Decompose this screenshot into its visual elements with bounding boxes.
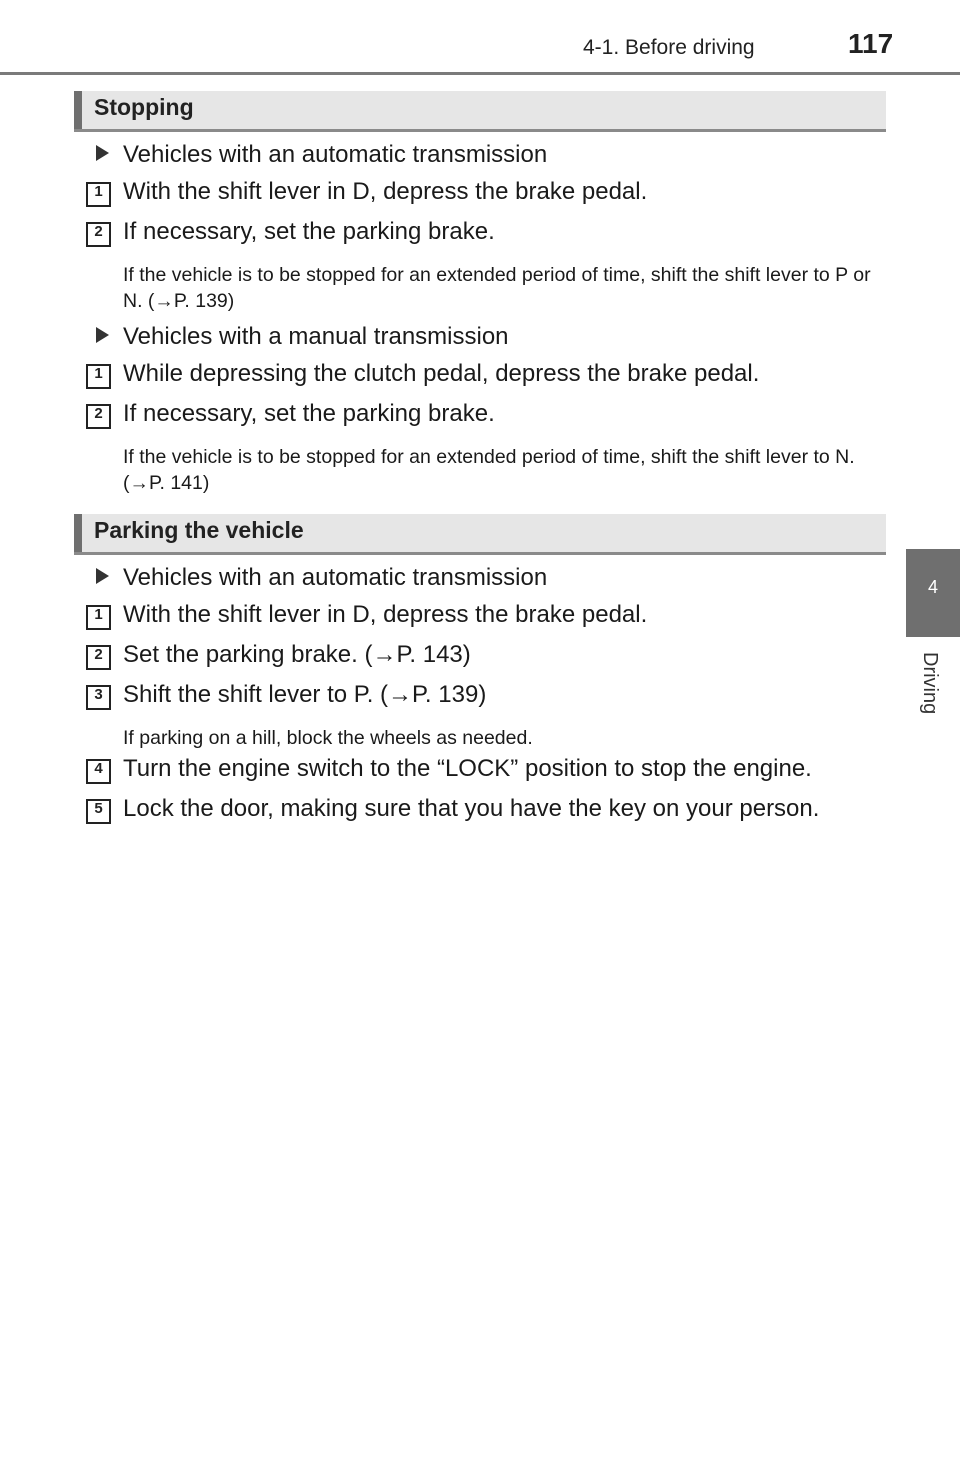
page-number: 117 [848,28,894,59]
step-text: With the shift lever in D, depress the brake pedal. [123,178,648,205]
chapter-tab-number: 4 [927,577,938,597]
step-number: 2 [94,223,103,240]
step-text: While depressing the clutch pedal, depress the brake pedal. [123,360,760,387]
step-text: Lock the door, making sure that you have the key on your person. [123,795,820,822]
step-number: 3 [94,686,103,703]
note-stopping-manual: If the vehicle is to be stopped for an extended period of time, shift the shift lever to N. (→P. 141) [123,446,855,494]
step-number: 2 [94,405,103,422]
step-number: 1 [94,365,103,382]
step-text: Turn the engine switch to the “LOCK” position to stop the engine. [123,755,812,782]
subheading-text: Vehicles with an automatic transmission [123,564,548,591]
note-parking: If parking on a hill, block the wheels as needed. [123,727,533,749]
section-header-stopping [74,91,886,132]
header-rule [0,72,960,75]
chapter-label-text: Driving [919,652,941,715]
step-number: 5 [94,800,103,817]
note-stopping-automatic: If the vehicle is to be stopped for an extended period of time, shift the shift lever to P or N. (→P. 139) [123,264,871,312]
section-title: Parking the vehicle [94,517,304,543]
subheading-text: Vehicles with a manual transmission [123,323,509,350]
triangle-bullet-icon [96,145,109,161]
step-number: 1 [94,183,103,200]
triangle-bullet-icon [96,327,109,343]
subheading-stopping-manual [96,323,509,351]
step-number: 4 [94,760,103,777]
step-text: If necessary, set the parking brake. [123,400,495,427]
section-header-parking [74,514,886,555]
subheading-parking-automatic [96,564,547,592]
chapter-tab [906,549,960,637]
triangle-bullet-icon [96,568,109,584]
running-header-section: 4-1. Before driving [583,36,755,59]
section-title: Stopping [94,94,194,120]
step-text: With the shift lever in D, depress the brake pedal. [123,601,648,628]
step-text: If necessary, set the parking brake. [123,218,495,245]
subheading-stopping-automatic [96,141,547,169]
step-text: Set the parking brake. (→P. 143) [123,641,471,668]
subheading-text: Vehicles with an automatic transmission [123,141,548,168]
chapter-label [918,652,948,732]
step-text: Shift the shift lever to P. (→P. 139) [123,681,487,708]
step-number: 1 [94,606,103,623]
step-number: 2 [94,646,103,663]
section-header-bar [74,91,82,129]
section-header-bar [74,514,82,552]
